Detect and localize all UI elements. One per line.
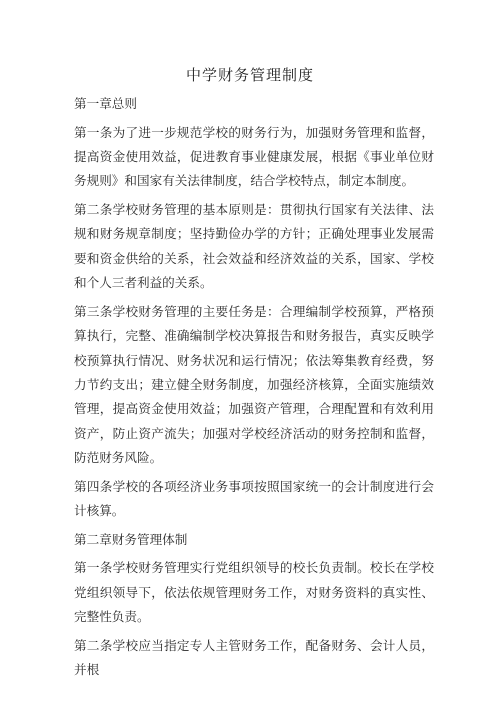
chapter-2-heading: 第二章财务管理体制 [74,531,188,547]
chapter-1-article-1: 第一条为了进一步规范学校的财务行为，加强财务管理和监督，提高资金使用效益，促进教育事业健康发展，根据《事业单位财务规则》和国家有关法律制度，结合学校特点，制定本制度。 [74,124,434,189]
chapter-1-article-3: 第三条学校财务管理的主要任务是：合理编制学校预算，严格预算执行，完整、准确编制学校决算报告和财务报告，真实反映学校预算执行情况、财务状况和运行情况；依法筹集教育经费，努力节约支出；建立健全财务制度，加强经济核算，全面实施绩效管理，提高资金使用效益；加强资产管理，合理配置和有效利用资产，防止资产流失；加强对学校经济活动的财务控制和监督，防范财务风险。 [74,303,434,466]
chapter-1-heading: 第一章总则 [74,96,137,111]
document-title: 中学财务管理制度 [185,66,314,84]
chapter-2-article-2: 第二条学校应当指定专人主管财务工作，配备财务、会计人员，并根 [74,637,434,678]
chapter-2-article-1: 第一条学校财务管理实行党组织领导的校长负责制。校长在学校党组织领导下，依法依规管理财务工作，对财务资料的真实性、完整性负责。 [74,560,434,625]
chapter-1-article-4: 第四条学校的各项经济业务事项按照国家统一的会计制度进行会计核算。 [74,478,434,519]
document-body [74,92,434,687]
chapter-1-article-2: 第二条学校财务管理的基本原则是：贯彻执行国家有关法律、法规和财务规章制度；坚持勤俭办学的方针；正确处理事业发展需要和资金供给的关系，社会效益和经济效益的关系，国家、学校和个人三者利益的关系。 [74,202,434,291]
